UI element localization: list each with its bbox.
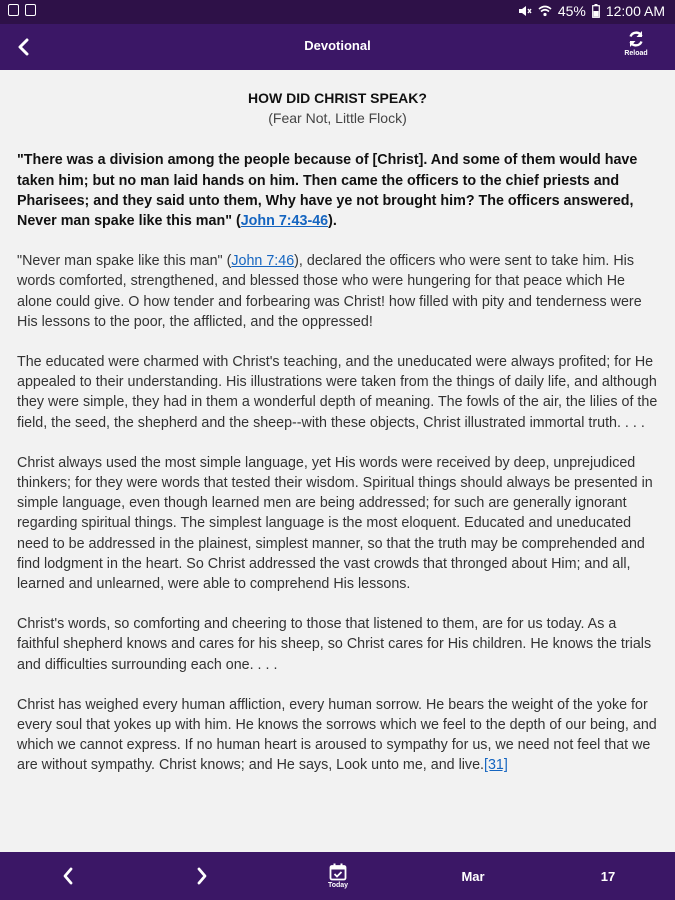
app-bar	[0, 24, 675, 70]
status-bar-right	[518, 3, 665, 19]
clock: 12:00 AM	[605, 3, 665, 19]
paragraph-4: Christ's words, so comforting and cheering to those that listened to them, are for us today. As a faithful shepherd knows and cares for his sheep, so Christ cares for His children. He knows the trials and difficulties surrounding each one. . . .	[17, 616, 652, 673]
paragraph-2: The educated were charmed with Christ's teaching, and the uneducated were always profited; for He appealed to their understanding. His illustrations were taken from the things of daily life, and although they were simple, they had in them a wonderful depth of meaning. The fowls of the air, the lilies of the field, the seed, the shepherd and the sheep--with these objects, Christ illustrated immortal truth. . . .	[17, 354, 658, 431]
status-bar-left-icons	[8, 4, 36, 16]
calendar-check-icon	[329, 863, 347, 881]
paragraph-3: Christ always used the most simple language, yet His words were received by deep, unprejudiced thinkers; for they were words that tested their wisdom. Spiritual things should always be presented in simple language, even though learned men are being addressed; for such are generally ignorant regarding spiritual things. The simplest language is the most eloquent. Educated and uneducated need to be addressed in the plainest, simplest manner, so that the truth may be comprehended and find lodgment in the heart. So Christ addressed the vast crowds that thronged about Him; and all, learned and unlearned, were able to comprehend His lessons.	[17, 454, 653, 593]
paragraph-1	[17, 251, 658, 332]
reload-button[interactable]	[619, 29, 653, 67]
month-label: Mar	[461, 868, 485, 884]
scripture-passage	[17, 150, 658, 231]
scripture-reference-link[interactable]: John 7:43-46	[240, 213, 329, 230]
chevron-left-icon	[62, 867, 74, 885]
image-icon	[8, 4, 19, 16]
reload-icon	[626, 29, 646, 49]
status-bar	[0, 0, 675, 24]
next-day-button[interactable]	[182, 852, 222, 900]
devotional-content[interactable]	[0, 70, 675, 852]
today-label: Today	[327, 882, 349, 889]
reload-label: Reload	[624, 50, 648, 57]
paragraph-1-reference-link[interactable]: John 7:46	[231, 253, 295, 270]
day-selector[interactable]	[588, 852, 628, 900]
battery-icon	[592, 4, 600, 18]
paragraph-1-rest: ), declared the officers who were sent to take him. His words comforted, strengthened, and blessed those who were hungering for that peace which He alone could give. O how tender and forbearing was Christ! how filled with pity and tenderness were His lessons to the poor, the afflicted, and the oppressed!	[17, 253, 642, 330]
battery-percent: 45%	[557, 3, 586, 19]
bottom-nav-bar	[0, 852, 675, 900]
devotional-subtitle: (Fear Not, Little Flock)	[268, 110, 407, 127]
month-selector[interactable]	[448, 852, 498, 900]
paragraph-5	[17, 695, 658, 776]
mute-icon	[518, 5, 532, 17]
footnote-link[interactable]: [31]	[484, 757, 508, 774]
paragraph-1-start: "Never man spake like this man" (	[17, 253, 232, 270]
scripture-text-end: ).	[328, 213, 337, 230]
day-label: 17	[600, 868, 616, 884]
previous-day-button[interactable]	[48, 852, 88, 900]
scripture-text: "There was a division among the people because of [Christ]. And some of them would have taken him; but no man laid hands on him. Then came the officers to the chief priests and Pharisees; and they said unto them, Why have ye not brought him? The officers answered, Never man spake like this man" (	[17, 152, 638, 230]
wifi-icon	[538, 5, 552, 17]
today-button[interactable]	[316, 852, 360, 900]
paragraph-5-text: Christ has weighed every human affliction, every human sorrow. He bears the weight of the yoke for every soul that yokes up with him. He knows the sorrows which we feel to the depth of our being, and which we cannot express. If no human heart is aroused to sympathy for us, we need not feel that we are without sympathy. Christ knows; and He says, Look unto me, and live.	[17, 696, 657, 774]
devotional-title: HOW DID CHRIST SPEAK?	[248, 90, 427, 106]
chevron-right-icon	[196, 867, 208, 885]
page-title: Devotional	[304, 38, 371, 53]
notification-icon	[25, 4, 36, 16]
